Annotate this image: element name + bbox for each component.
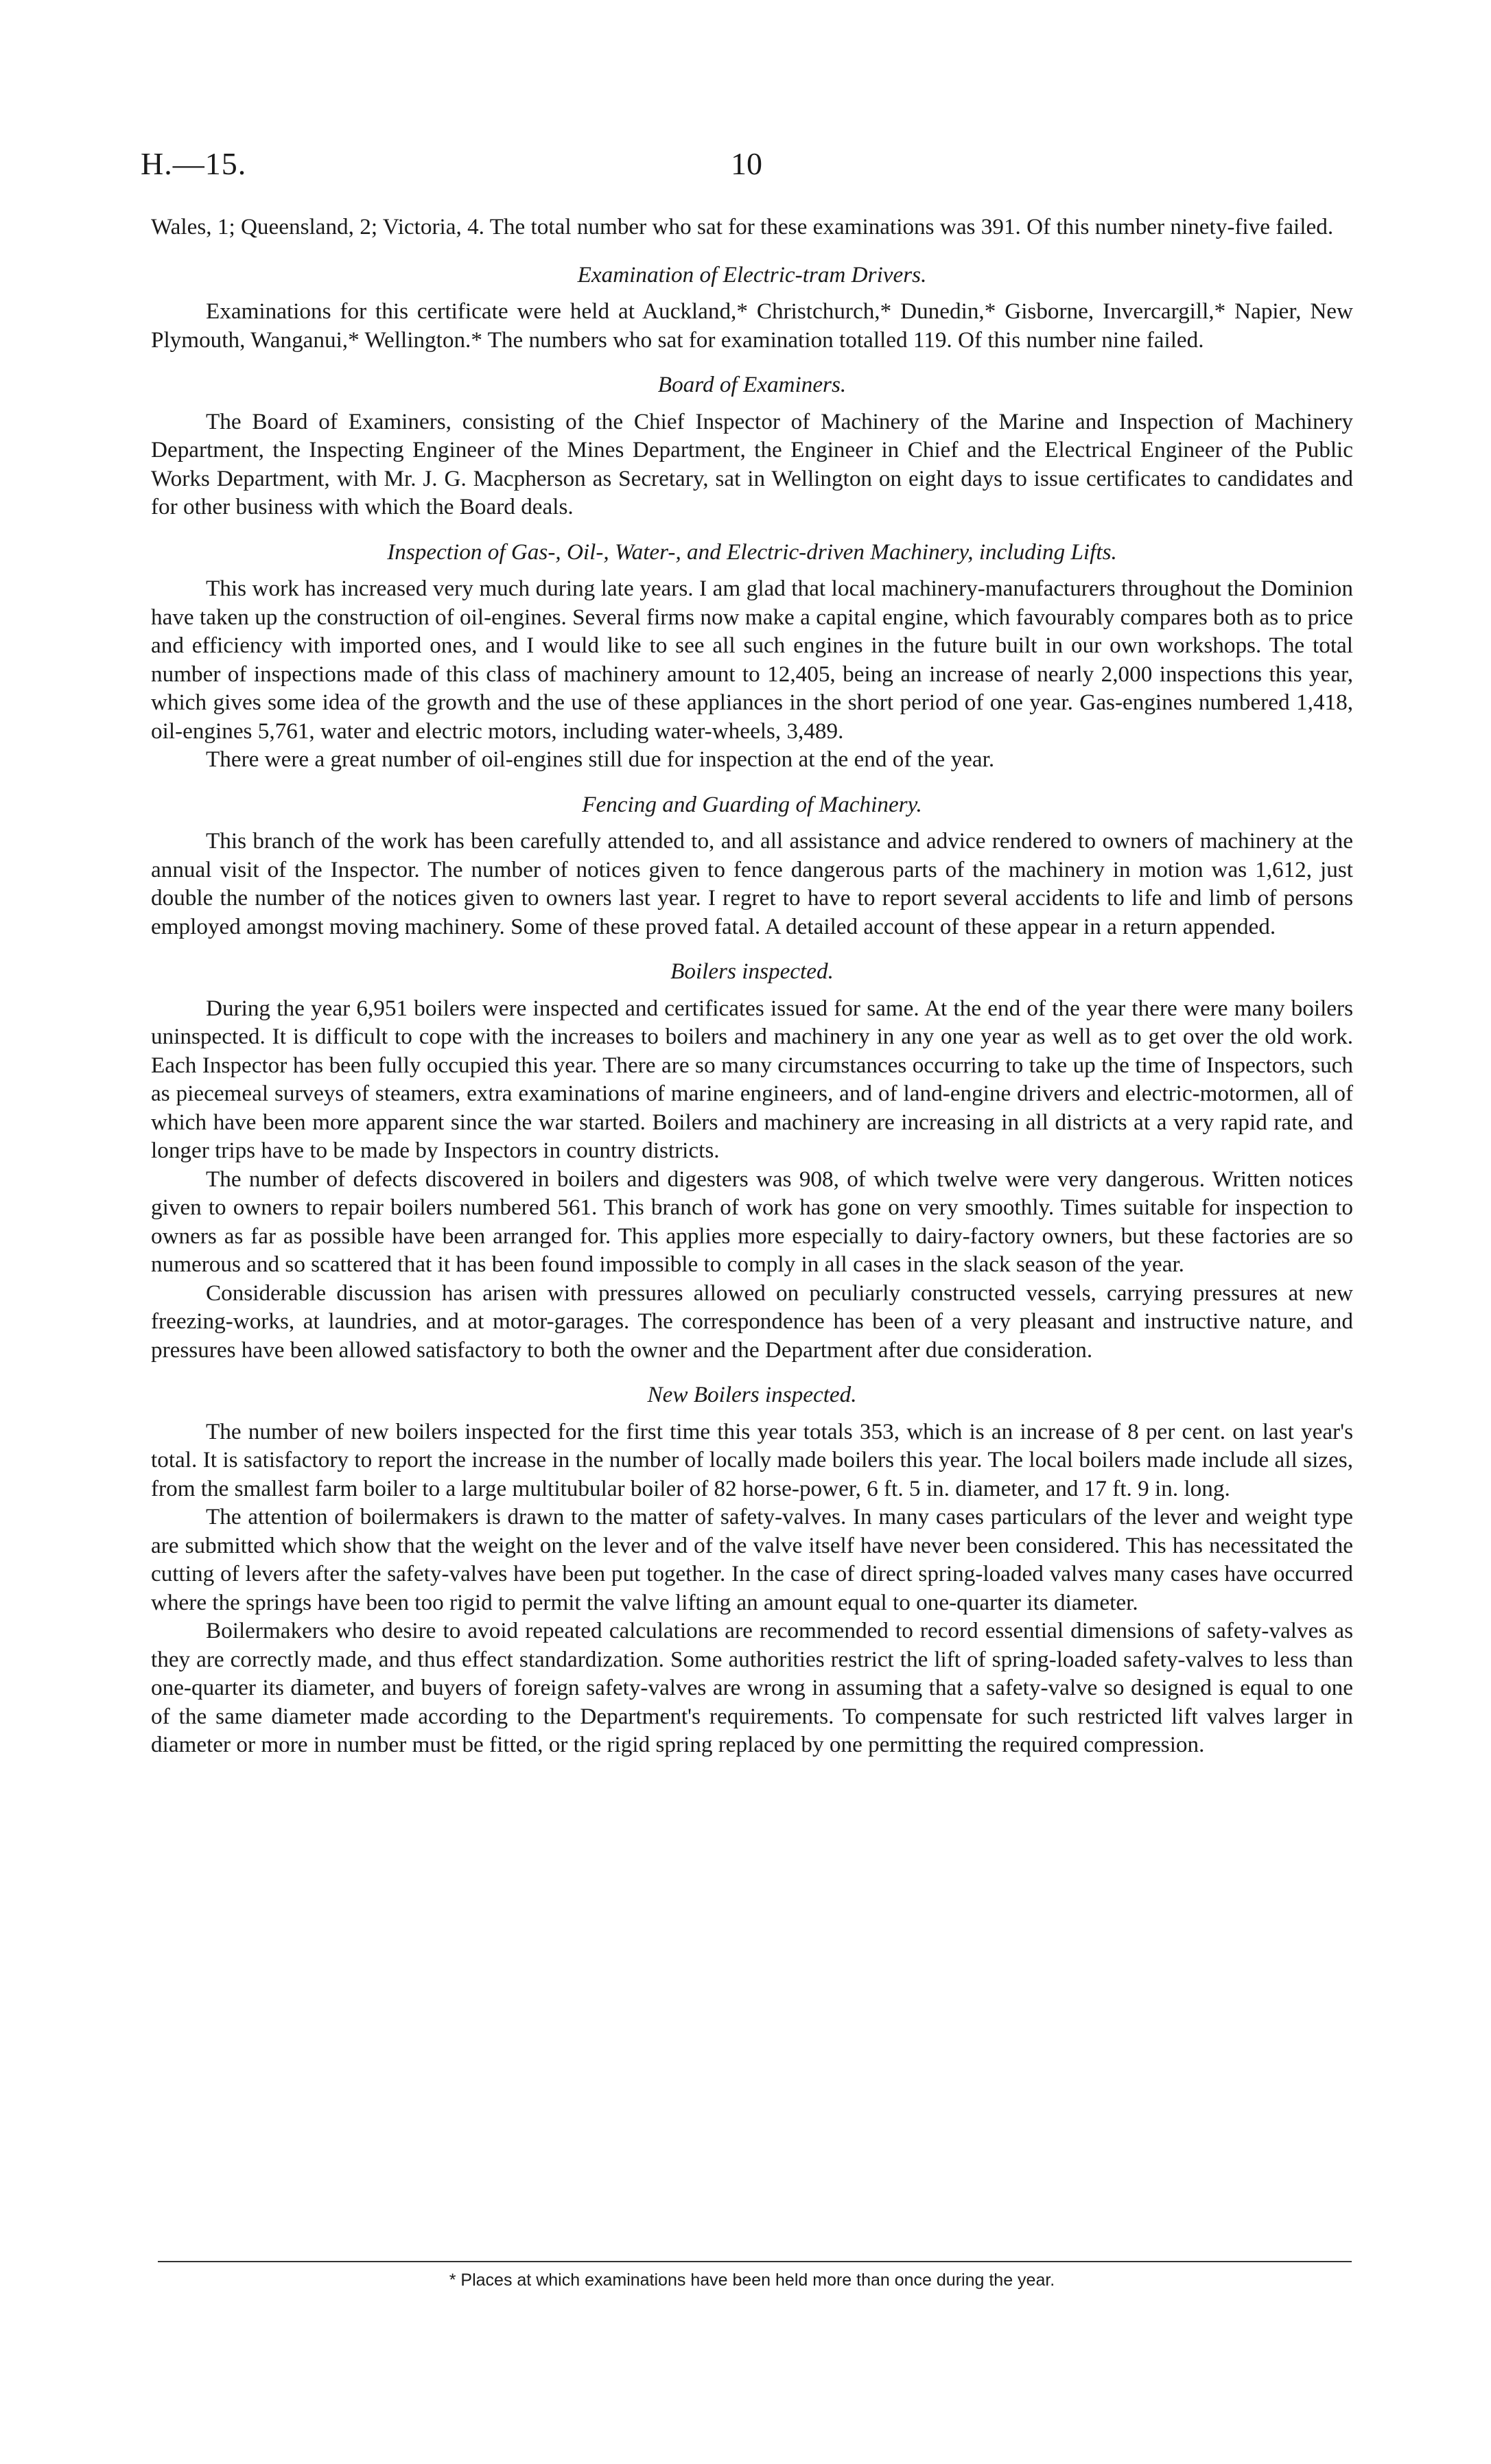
section-heading-new-boilers-inspected: New Boilers inspected. [647, 1382, 857, 1407]
page-number: 10 [731, 146, 762, 181]
page-reference: H.—15. [141, 146, 247, 181]
paragraph: The number of new boilers inspected for the first time this year totals 353, which is an increase of 8 per cent. on last year's total. It is satisfactory to report the increase in the number of locally made boilers this year. The local boilers made include all sizes, from the smallest farm boiler to a large multitubular boiler of 82 horse-power, 6 ft. 5 in. diameter, and 17 ft. 9 in. long. [151, 1418, 1353, 1501]
paragraph: The Board of Examiners, consisting of the Chief Inspector of Machinery of the Marine and Inspection of Machinery Department, the Inspecting Engineer of the Mines Department, the Engineer in Chief and the Electrical Engineer of the Public Works Department, with Mr. J. G. Macpherson as Secretary, sat in Wellington on eight days to issue certificates to candidates and for other business with which the Board deals. [151, 408, 1353, 519]
body-text [151, 213, 1353, 1759]
footnote: * Places at which examinations have been held more than once during the year. [449, 2271, 1055, 2290]
paragraph: Examinations for this certificate were held at Auckland,* Christchurch,* Dunedin,* Gisborne, Invercargill,* Napier, New Plymouth, Wanganui,* Wellington.* The numbers who sat for examination totalled 119. Of this number nine failed. [151, 298, 1353, 353]
paragraph: The attention of boilermakers is drawn to the matter of safety-valves. In many cases particulars of the lever and weight type are submitted which show that the weight on the lever and of the valve itself have never been considered. This has necessitated the cutting of levers after the safety-valves have been put together. In the case of direct spring-loaded valves many cases have occurred where the springs have been too rigid to permit the valve lifting an amount equal to one-quarter its diameter. [151, 1504, 1353, 1615]
paragraph: The number of defects discovered in boilers and digesters was 908, of which twelve were very dangerous. Written notices given to owners to repair boilers numbered 561. This branch of work has gone on very smoothly. Times suitable for inspection to owners as far as possible have been arranged for. This applies more especially to dairy-factory owners, but these factories are so numerous and so scattered that it has been found impossible to comply in all cases in the slack season of the year. [151, 1166, 1353, 1277]
footnote-divider [158, 2261, 1352, 2262]
section-heading-machinery-inspection: Inspection of Gas-, Oil-, Water-, and Electric-driven Machinery, including Lifts. [387, 539, 1117, 565]
paragraph: Boilermakers who desire to avoid repeated calculations are recommended to record essential dimensions of safety-valves as they are correctly made, and thus effect standardization. Some authorities restrict the lift of spring-loaded safety-valves to less than one-quarter its diameter, and buyers of foreign safety-valves are wrong in assuming that a safety-valve so designed is equal to one of the same diameter made according to the Department's requirements. To compensate for such restricted lift valves larger in diameter or more in number must be fitted, or the rigid spring replaced by one permitting the required compression. [151, 1618, 1353, 1757]
paragraph: This branch of the work has been carefully attended to, and all assistance and advice rendered to owners of machinery at the annual visit of the Inspector. The number of notices given to fence dangerous parts of the machinery in motion was 1,612, just double the number of the notices given to owners last year. I regret to have to report several accidents to life and limb of persons employed amongst moving machinery. Some of these proved fatal. A detailed account of these appear in a return appended. [151, 828, 1353, 939]
section-heading-boilers-inspected: Boilers inspected. [670, 959, 834, 984]
section-heading-electric-tram-drivers: Examination of Electric-tram Drivers. [577, 261, 927, 288]
paragraph: Considerable discussion has arisen with pressures allowed on peculiarly constructed vessels, carrying pressures at new freezing-works, at laundries, and at motor-garages. The correspondence has been of a very pleasant and instructive nature, and pressures have been allowed satisfactory to both the owner and the Department after due consideration. [151, 1280, 1353, 1363]
paragraph: During the year 6,951 boilers were inspected and certificates issued for same. At the end of the year there were many boilers uninspected. It is difficult to cope with the increases to boilers and machinery in any one year as well as to get over the old work. Each Inspector has been fully occupied this year. There are so many circumstances occurring to take up the time of Inspectors, such as piecemeal surveys of steamers, extra examinations of marine engineers, and of land-engine drivers and electric-motormen, all of which have been more apparent since the war started. Boilers and machinery are increasing in all districts at a very rapid rate, and longer trips have to be made by Inspectors in country districts. [151, 995, 1353, 1163]
paragraph: There were a great number of oil-engines still due for inspection at the end of the year. [206, 747, 995, 772]
section-heading-fencing-guarding: Fencing and Guarding of Machinery. [582, 791, 922, 817]
section-heading-board-of-examiners: Board of Examiners. [657, 372, 847, 397]
paragraph: Wales, 1; Queensland, 2; Victoria, 4. The total number who sat for these examinations was 391. Of this number ninety-five failed. [151, 214, 1334, 239]
paragraph: This work has increased very much during late years. I am glad that local machinery-manufacturers throughout the Dominion have taken up the construction of oil-engines. Several firms now make a capital engine, which favourably compares both as to price and efficiency with imported ones, and I would like to see all such engines in the future built in our own workshops. The total number of inspections made of this class of machinery amount to 12,405, being an increase of nearly 2,000 inspections this year, which gives some idea of the growth and the use of these appliances in the short period of one year. Gas-engines numbered 1,418, oil-engines 5,761, water and electric motors, including water-wheels, 3,489. [151, 576, 1353, 744]
